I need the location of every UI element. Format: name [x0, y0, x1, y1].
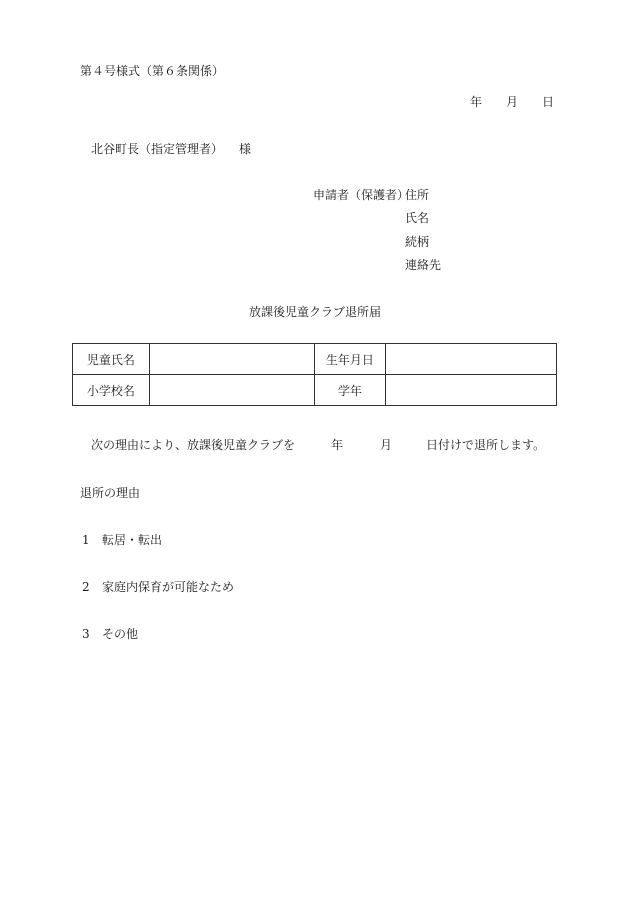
applicant-label: 申請者（保護者）: [313, 188, 410, 202]
grade-value: [386, 375, 557, 406]
statement-month: 月: [380, 438, 393, 452]
list-item: [82, 533, 162, 547]
addressee-honorific: 様: [239, 142, 252, 156]
reason-heading: 退所の理由: [80, 486, 141, 500]
school-name-label: 小学校名: [73, 375, 150, 406]
date-line: [470, 95, 554, 109]
withdrawal-statement: [91, 438, 545, 452]
reason-number: 3: [82, 627, 90, 641]
reason-number: 2: [82, 580, 90, 594]
form-number: 第４号様式（第６条関係）: [80, 64, 225, 78]
applicant-name-label: 氏名: [405, 211, 430, 225]
reason-text: 家庭内保育が可能なため: [102, 580, 235, 594]
table-row: [73, 375, 557, 406]
statement-prefix: 次の理由により、放課後児童クラブを: [91, 438, 296, 452]
statement-year: 年: [331, 438, 344, 452]
child-name-label: 児童氏名: [73, 344, 150, 375]
applicant-address-label: 住所: [405, 188, 430, 202]
school-name-value: [149, 375, 314, 406]
list-item: [82, 627, 138, 641]
child-name-value: [149, 344, 314, 375]
birthdate-label: 生年月日: [314, 344, 386, 375]
applicant-contact-label: 連絡先: [405, 258, 442, 272]
reason-text: その他: [102, 627, 139, 641]
date-month: 月: [506, 95, 519, 109]
birthdate-value: [386, 344, 557, 375]
applicant-relationship-label: 続柄: [405, 235, 430, 249]
child-info-table: [72, 343, 557, 406]
addressee: [91, 142, 251, 156]
table-row: [73, 344, 557, 375]
grade-label: 学年: [314, 375, 386, 406]
date-day: 日: [542, 95, 555, 109]
reason-number: 1: [82, 533, 90, 547]
date-year: 年: [470, 95, 483, 109]
reason-text: 転居・転出: [102, 533, 163, 547]
statement-suffix: 日付けで退所します。: [426, 438, 546, 452]
list-item: [82, 580, 234, 594]
addressee-name: 北谷町長（指定管理者）: [91, 142, 224, 156]
document-title: 放課後児童クラブ退所届: [248, 305, 381, 319]
